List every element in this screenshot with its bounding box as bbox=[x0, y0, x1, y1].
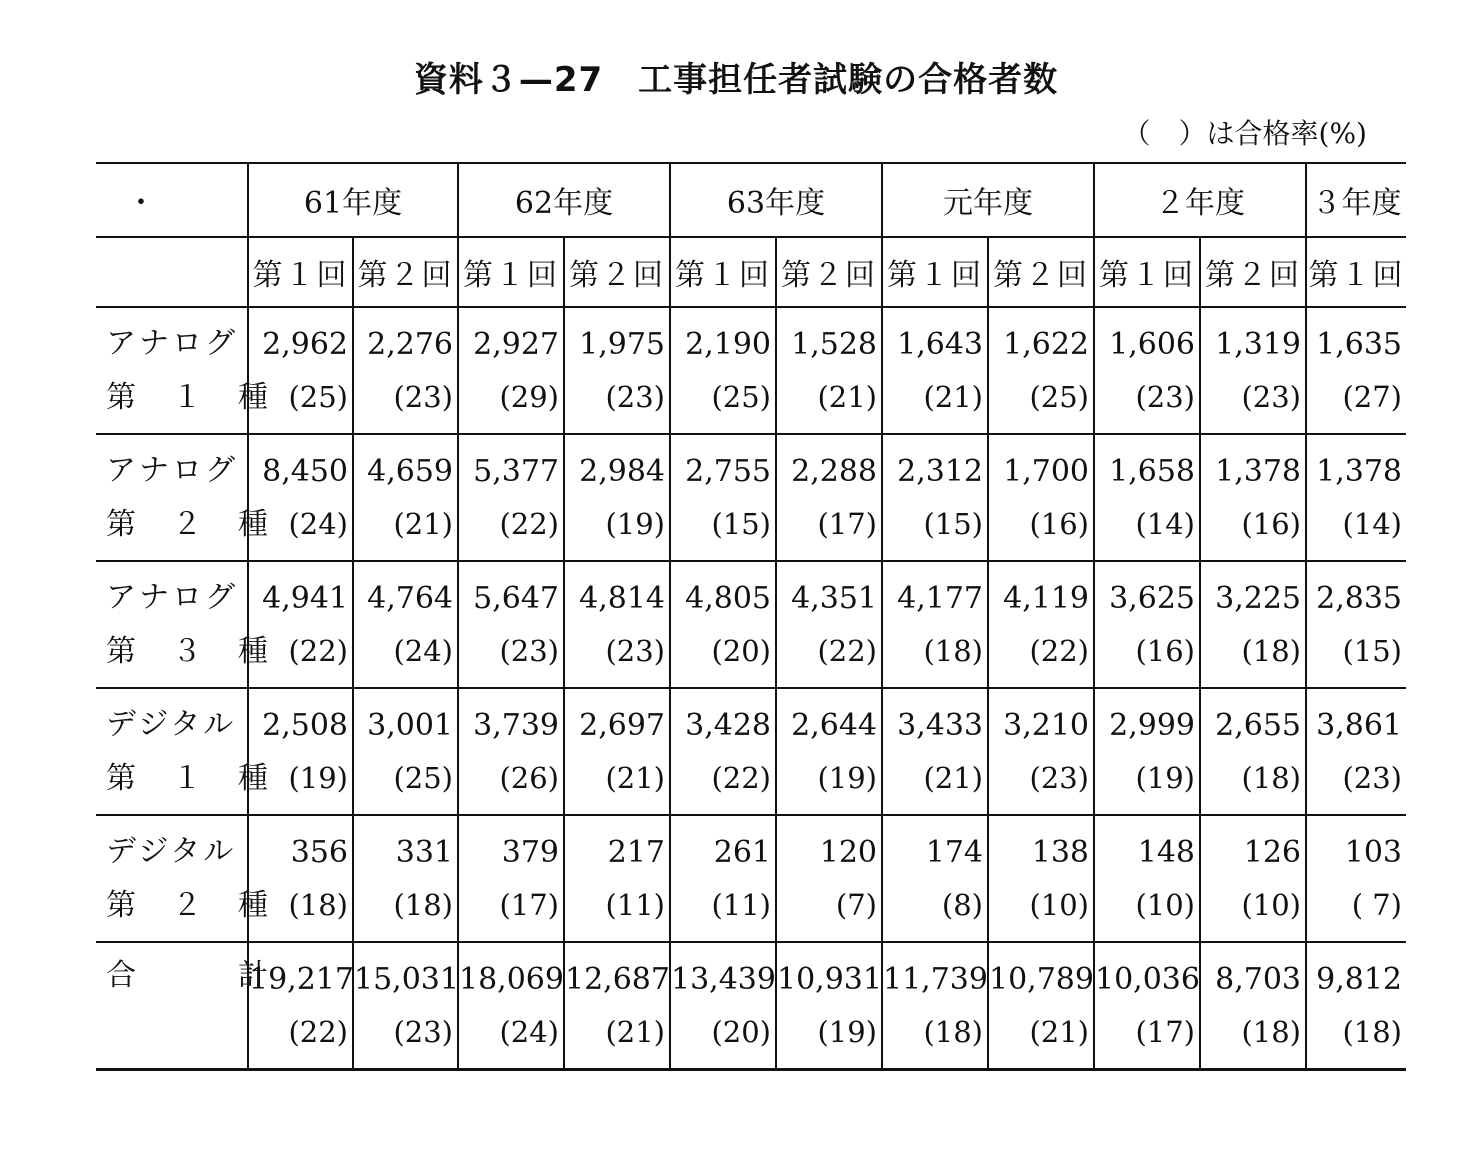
data-cell bbox=[353, 561, 458, 688]
pass-count: 1,700 bbox=[1003, 453, 1089, 489]
table-row bbox=[96, 815, 1406, 942]
year-header-row bbox=[96, 163, 1406, 237]
pass-rate: (15) bbox=[711, 506, 771, 541]
total-cell bbox=[248, 942, 353, 1070]
pass-rate: (19) bbox=[817, 760, 877, 795]
data-cell bbox=[776, 815, 882, 942]
data-cell bbox=[564, 815, 670, 942]
pass-rate: (7) bbox=[835, 887, 877, 922]
total-count: 18,069 bbox=[459, 961, 564, 997]
pass-rate: (25) bbox=[1029, 379, 1089, 414]
data-cell bbox=[353, 688, 458, 815]
pass-count: 3,433 bbox=[897, 707, 983, 743]
total-rate: (24) bbox=[499, 1014, 559, 1049]
pass-rate: (10) bbox=[1029, 887, 1089, 922]
pass-count: 4,119 bbox=[1003, 580, 1089, 616]
data-cell bbox=[564, 688, 670, 815]
pass-count: 2,508 bbox=[262, 707, 348, 743]
data-cell bbox=[1306, 815, 1406, 942]
pass-rate: (16) bbox=[1135, 633, 1195, 668]
data-cell bbox=[1094, 307, 1200, 434]
total-count: 10,931 bbox=[777, 961, 882, 997]
pass-rate: (18) bbox=[288, 887, 348, 922]
pass-rate: (26) bbox=[499, 760, 559, 795]
pass-count: 2,755 bbox=[685, 453, 771, 489]
year-header: 63年度 bbox=[670, 163, 882, 237]
session-header: 第２回 bbox=[1200, 237, 1306, 307]
data-cell bbox=[776, 688, 882, 815]
table-row bbox=[96, 307, 1406, 434]
data-cell bbox=[458, 688, 564, 815]
pass-rate: (14) bbox=[1135, 506, 1195, 541]
data-cell bbox=[670, 561, 776, 688]
total-cell bbox=[353, 942, 458, 1070]
total-rate: (18) bbox=[1241, 1014, 1301, 1049]
pass-rate: (22) bbox=[711, 760, 771, 795]
data-cell bbox=[776, 434, 882, 561]
pass-count: 3,225 bbox=[1215, 580, 1301, 616]
row-label-category: デジタル bbox=[106, 833, 237, 869]
data-cell bbox=[988, 561, 1094, 688]
data-cell bbox=[1094, 561, 1200, 688]
year-header: ２年度 bbox=[1094, 163, 1306, 237]
corner-cell-2 bbox=[96, 237, 248, 307]
year-header: 元年度 bbox=[882, 163, 1094, 237]
pass-rate: (29) bbox=[499, 379, 559, 414]
data-cell bbox=[882, 434, 988, 561]
pass-rate: (10) bbox=[1241, 887, 1301, 922]
pass-rate: (23) bbox=[1029, 760, 1089, 795]
pass-count: 126 bbox=[1243, 834, 1301, 870]
total-count: 11,739 bbox=[883, 961, 988, 997]
pass-count: 1,658 bbox=[1109, 453, 1195, 489]
pass-rate: (23) bbox=[1135, 379, 1195, 414]
total-rate: (22) bbox=[288, 1014, 348, 1049]
total-row bbox=[96, 942, 1406, 1070]
row-label bbox=[96, 434, 271, 561]
data-cell bbox=[1200, 688, 1306, 815]
total-cell bbox=[776, 942, 882, 1070]
pass-count: 103 bbox=[1344, 834, 1402, 870]
session-header: 第１回 bbox=[248, 237, 353, 307]
total-cell bbox=[1094, 942, 1200, 1070]
corner-cell: ・ bbox=[96, 163, 248, 237]
row-label-class: 第 １ 種 bbox=[106, 379, 271, 415]
pass-count: 1,319 bbox=[1215, 326, 1301, 362]
pass-count: 2,984 bbox=[579, 453, 665, 489]
data-cell bbox=[458, 561, 564, 688]
data-cell bbox=[988, 307, 1094, 434]
pass-count: 1,643 bbox=[897, 326, 983, 362]
data-cell bbox=[564, 561, 670, 688]
pass-count: 2,276 bbox=[367, 326, 453, 362]
pass-rate: (21) bbox=[605, 760, 665, 795]
pass-count: 5,377 bbox=[473, 453, 559, 489]
pass-rate: (23) bbox=[393, 379, 453, 414]
total-rate: (20) bbox=[711, 1014, 771, 1049]
row-label-class: 第 ２ 種 bbox=[106, 887, 271, 923]
pass-rate: (17) bbox=[817, 506, 877, 541]
total-cell bbox=[1200, 942, 1306, 1070]
data-cell bbox=[1094, 434, 1200, 561]
pass-rate: (23) bbox=[605, 379, 665, 414]
pass-count: 8,450 bbox=[262, 453, 348, 489]
pass-count: 3,861 bbox=[1316, 707, 1402, 743]
pass-rate: (21) bbox=[923, 760, 983, 795]
data-cell bbox=[1306, 561, 1406, 688]
data-cell bbox=[882, 815, 988, 942]
pass-count: 4,177 bbox=[897, 580, 983, 616]
pass-count: 4,941 bbox=[262, 580, 348, 616]
data-cell bbox=[458, 434, 564, 561]
data-cell bbox=[776, 561, 882, 688]
total-count: 13,439 bbox=[671, 961, 776, 997]
pass-count: 4,805 bbox=[685, 580, 771, 616]
pass-rate: (15) bbox=[1342, 633, 1402, 668]
data-cell bbox=[988, 815, 1094, 942]
total-count: 9,812 bbox=[1316, 961, 1402, 997]
pass-count: 1,378 bbox=[1215, 453, 1301, 489]
session-header: 第２回 bbox=[353, 237, 458, 307]
total-cell bbox=[564, 942, 670, 1070]
pass-count: 148 bbox=[1137, 834, 1195, 870]
pass-count: 3,625 bbox=[1109, 580, 1195, 616]
pass-count: 3,210 bbox=[1003, 707, 1089, 743]
pass-count: 2,999 bbox=[1109, 707, 1195, 743]
pass-count: 2,190 bbox=[685, 326, 771, 362]
data-cell bbox=[988, 688, 1094, 815]
data-cell bbox=[1200, 434, 1306, 561]
pass-rate: (18) bbox=[1241, 760, 1301, 795]
total-rate: (21) bbox=[605, 1014, 665, 1049]
session-header-row bbox=[96, 237, 1406, 307]
rate-note: （ ）は合格率(%) bbox=[1122, 117, 1367, 150]
row-label-class: 第 １ 種 bbox=[106, 760, 271, 796]
session-header: 第２回 bbox=[988, 237, 1094, 307]
pass-rate: (23) bbox=[605, 633, 665, 668]
total-rate: (18) bbox=[923, 1014, 983, 1049]
pass-count: 3,001 bbox=[367, 707, 453, 743]
pass-count: 1,378 bbox=[1316, 453, 1402, 489]
pass-rate: (25) bbox=[393, 760, 453, 795]
data-cell bbox=[564, 307, 670, 434]
session-header: 第２回 bbox=[776, 237, 882, 307]
pass-count: 217 bbox=[607, 834, 665, 870]
pass-rate: (14) bbox=[1342, 506, 1402, 541]
pass-rate: (23) bbox=[1342, 760, 1402, 795]
pass-rate: (21) bbox=[817, 379, 877, 414]
year-header: ３年度 bbox=[1306, 163, 1406, 237]
total-rate: (23) bbox=[393, 1014, 453, 1049]
session-header: 第１回 bbox=[458, 237, 564, 307]
data-cell bbox=[670, 815, 776, 942]
data-cell bbox=[1306, 434, 1406, 561]
data-cell bbox=[1094, 815, 1200, 942]
data-cell bbox=[882, 688, 988, 815]
pass-count: 1,528 bbox=[791, 326, 877, 362]
data-cell bbox=[1094, 688, 1200, 815]
pass-rate: (24) bbox=[393, 633, 453, 668]
pass-rate: (27) bbox=[1342, 379, 1402, 414]
data-cell bbox=[458, 307, 564, 434]
data-cell bbox=[458, 815, 564, 942]
pass-rate: (8) bbox=[941, 887, 983, 922]
pass-rate: (19) bbox=[605, 506, 665, 541]
total-count: 19,217 bbox=[249, 961, 354, 997]
session-header: 第１回 bbox=[1094, 237, 1200, 307]
data-cell bbox=[1306, 688, 1406, 815]
data-cell bbox=[882, 561, 988, 688]
pass-count-table bbox=[96, 162, 1406, 1071]
data-cell bbox=[988, 434, 1094, 561]
data-cell bbox=[564, 434, 670, 561]
pass-rate: (16) bbox=[1029, 506, 1089, 541]
data-cell bbox=[353, 815, 458, 942]
pass-count: 3,428 bbox=[685, 707, 771, 743]
total-cell bbox=[882, 942, 988, 1070]
document-title: 資料３—27 工事担任者試験の合格者数 bbox=[413, 60, 1059, 100]
total-cell bbox=[458, 942, 564, 1070]
pass-rate: (17) bbox=[499, 887, 559, 922]
pass-count: 2,927 bbox=[473, 326, 559, 362]
data-cell bbox=[1200, 561, 1306, 688]
pass-rate: (25) bbox=[711, 379, 771, 414]
pass-count: 1,606 bbox=[1109, 326, 1195, 362]
pass-count: 2,962 bbox=[262, 326, 348, 362]
pass-rate: (18) bbox=[393, 887, 453, 922]
session-header: 第１回 bbox=[670, 237, 776, 307]
row-label bbox=[96, 815, 271, 942]
pass-count: 2,312 bbox=[897, 453, 983, 489]
data-cell bbox=[670, 434, 776, 561]
row-label-category: アナログ bbox=[106, 579, 238, 615]
pass-rate: (24) bbox=[288, 506, 348, 541]
pass-count: 4,764 bbox=[367, 580, 453, 616]
pass-rate: (19) bbox=[1135, 760, 1195, 795]
pass-rate: (20) bbox=[711, 633, 771, 668]
total-rate: (19) bbox=[817, 1014, 877, 1049]
session-header: 第２回 bbox=[564, 237, 670, 307]
session-header: 第１回 bbox=[882, 237, 988, 307]
total-cell bbox=[670, 942, 776, 1070]
pass-rate: (15) bbox=[923, 506, 983, 541]
row-label-class: 第 ２ 種 bbox=[106, 506, 271, 542]
row-label bbox=[96, 561, 271, 688]
data-cell bbox=[353, 307, 458, 434]
data-cell bbox=[882, 307, 988, 434]
pass-count: 4,659 bbox=[367, 453, 453, 489]
pass-count: 1,635 bbox=[1316, 326, 1402, 362]
pass-count: 5,647 bbox=[473, 580, 559, 616]
total-label-text: 合 計 bbox=[106, 958, 271, 993]
row-label-category: アナログ bbox=[106, 325, 238, 361]
row-label bbox=[96, 307, 271, 434]
pass-rate: (16) bbox=[1241, 506, 1301, 541]
pass-rate: (21) bbox=[393, 506, 453, 541]
pass-rate: (11) bbox=[711, 887, 771, 922]
pass-count: 379 bbox=[501, 834, 559, 870]
pass-rate: ( 7) bbox=[1351, 887, 1402, 922]
data-cell bbox=[353, 434, 458, 561]
session-header: 第１回 bbox=[1306, 237, 1406, 307]
total-rate: (17) bbox=[1135, 1014, 1195, 1049]
data-cell bbox=[776, 307, 882, 434]
total-cell bbox=[988, 942, 1094, 1070]
pass-count: 3,739 bbox=[473, 707, 559, 743]
table-row bbox=[96, 434, 1406, 561]
total-count: 8,703 bbox=[1215, 961, 1301, 997]
total-count: 12,687 bbox=[565, 961, 670, 997]
row-label-category: アナログ bbox=[106, 452, 238, 488]
table-row bbox=[96, 561, 1406, 688]
total-rate: (21) bbox=[1029, 1014, 1089, 1049]
pass-rate: (11) bbox=[605, 887, 665, 922]
data-cell bbox=[670, 307, 776, 434]
row-label-category: デジタル bbox=[106, 706, 237, 742]
total-cell bbox=[1306, 942, 1406, 1070]
row-label-class: 第 ３ 種 bbox=[106, 633, 271, 669]
pass-count: 2,655 bbox=[1215, 707, 1301, 743]
data-cell bbox=[670, 688, 776, 815]
pass-count: 261 bbox=[713, 834, 771, 870]
pass-count: 2,835 bbox=[1316, 580, 1402, 616]
pass-rate: (18) bbox=[1241, 633, 1301, 668]
pass-rate: (22) bbox=[499, 506, 559, 541]
pass-rate: (10) bbox=[1135, 887, 1195, 922]
pass-count: 1,975 bbox=[579, 326, 665, 362]
pass-rate: (23) bbox=[1241, 379, 1301, 414]
pass-count: 331 bbox=[395, 834, 453, 870]
pass-rate: (22) bbox=[288, 633, 348, 668]
year-header: 61年度 bbox=[248, 163, 458, 237]
pass-count: 120 bbox=[819, 834, 877, 870]
data-cell bbox=[1200, 815, 1306, 942]
pass-rate: (22) bbox=[817, 633, 877, 668]
pass-count: 4,351 bbox=[791, 580, 877, 616]
year-header: 62年度 bbox=[458, 163, 670, 237]
data-cell bbox=[1200, 307, 1306, 434]
total-count: 15,031 bbox=[354, 961, 459, 997]
pass-rate: (25) bbox=[288, 379, 348, 414]
pass-rate: (18) bbox=[923, 633, 983, 668]
total-count: 10,036 bbox=[1095, 961, 1200, 997]
pass-rate: (23) bbox=[499, 633, 559, 668]
pass-rate: (22) bbox=[1029, 633, 1089, 668]
pass-count: 2,288 bbox=[791, 453, 877, 489]
total-count: 10,789 bbox=[989, 961, 1094, 997]
pass-rate: (21) bbox=[923, 379, 983, 414]
table-row bbox=[96, 688, 1406, 815]
pass-count: 174 bbox=[925, 834, 983, 870]
pass-count: 1,622 bbox=[1003, 326, 1089, 362]
row-label bbox=[96, 688, 271, 815]
pass-count: 2,697 bbox=[579, 707, 665, 743]
pass-count: 4,814 bbox=[579, 580, 665, 616]
data-cell bbox=[1306, 307, 1406, 434]
pass-count: 2,644 bbox=[791, 707, 877, 743]
pass-count: 356 bbox=[290, 834, 348, 870]
total-rate: (18) bbox=[1342, 1014, 1402, 1049]
pass-rate: (19) bbox=[288, 760, 348, 795]
total-label bbox=[96, 942, 271, 1070]
pass-count: 138 bbox=[1031, 834, 1089, 870]
